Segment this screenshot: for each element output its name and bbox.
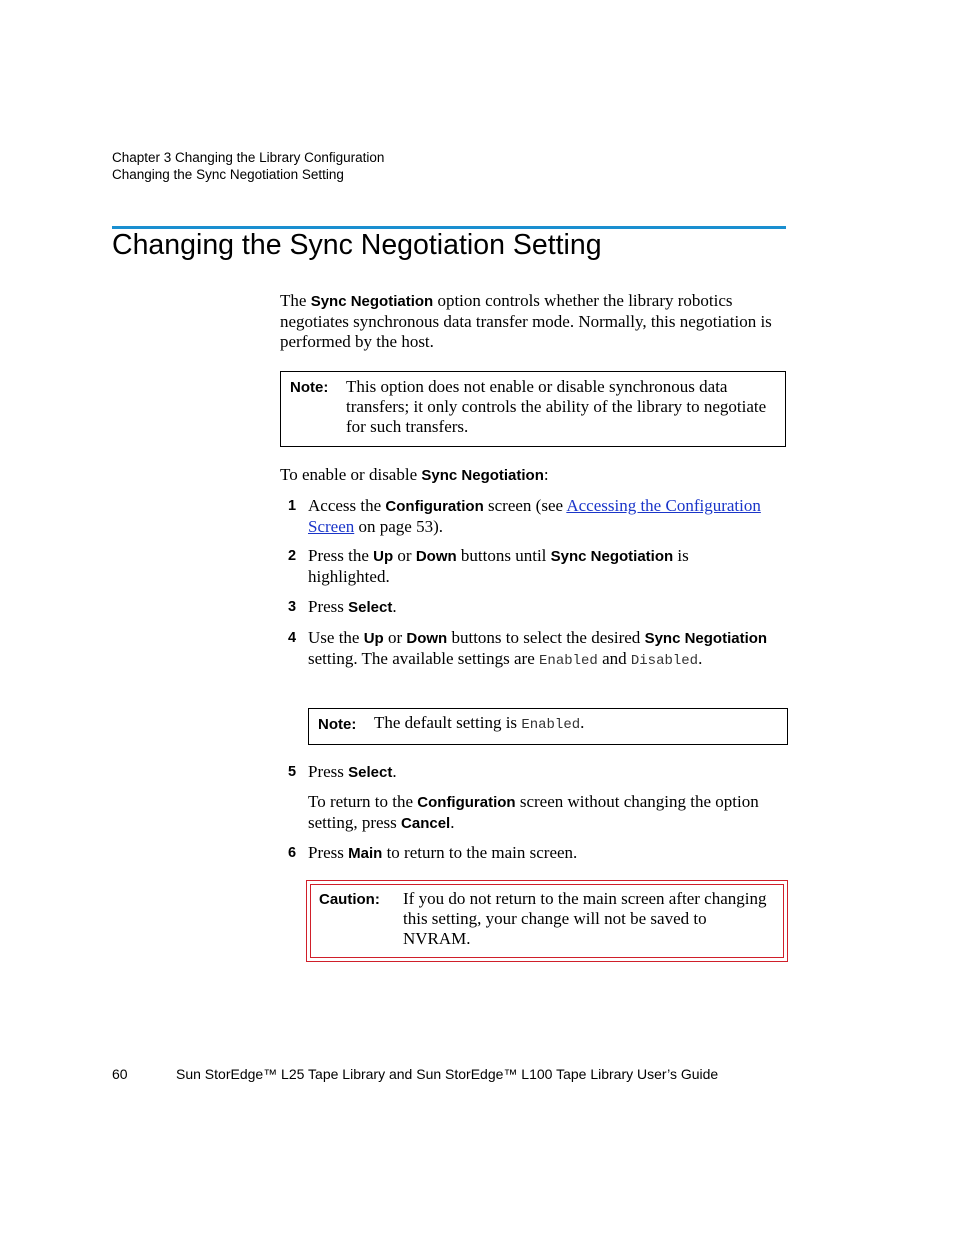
step-text: is highlighted. [308,546,689,586]
setting-value-enabled: Enabled [539,653,598,669]
step-text: . [392,762,397,781]
step-text: to return to the main screen. [382,843,578,862]
intro-text-2: option controls whether the library robotics negotiates synchronous data transfer mode. Normally, this negotiation is performed by the host. [280,291,772,351]
step-text: Press [308,597,349,616]
note-label: Note: [318,716,357,733]
step-bold: Sync Negotiation [644,630,768,647]
sub-bold: Configuration [417,794,516,811]
step-body [308,762,768,783]
step-text: buttons to select the desired [447,628,645,647]
note-box-default [308,708,788,745]
sub-text: screen without changing the option setting, press [308,792,759,832]
step-body [308,496,768,537]
sub-bold: Cancel [401,815,451,832]
intro-paragraph [280,291,780,352]
book-title: Sun StorEdge™ L25 Tape Library and Sun StorEdge™ L100 Tape Library User’s Guide [176,1066,719,1082]
caution-text: If you do not return to the main screen after changing this setting, your change will not be saved to NVRAM. [403,889,767,948]
lead-text: To enable or disable [280,465,422,484]
sub-text: To return to the [308,792,418,811]
step-text: . [392,597,397,616]
step-bold: Sync Negotiation [550,548,674,565]
step-bold: Configuration [385,498,484,515]
running-head-chapter: Chapter 3 Changing the Library Configuration [112,150,385,165]
step-text: or [383,628,407,647]
step-bold: Down [415,548,457,565]
page-title: Changing the Sync Negotiation Setting [112,229,602,261]
default-value: Enabled [521,717,581,733]
step-text: on page 53). [354,517,444,536]
note-text [374,713,784,735]
note-label: Note: [290,379,329,396]
step-text: Press [308,843,349,862]
procedure-lead [280,465,549,486]
step-number: 5 [288,764,297,780]
running-head-section: Changing the Sync Negotiation Setting [112,167,344,182]
step-text: Press [308,762,349,781]
note-text-2: . [580,713,585,732]
step-bold: Up [373,548,394,565]
running-head [112,149,384,183]
intro-text-1: The [280,291,311,310]
step-text: Access the [308,496,386,515]
link-accessing-configuration-screen[interactable]: Accessing the Configuration Screen [308,496,761,536]
step-body [308,597,768,618]
lead-colon: : [543,465,549,484]
step-bold: Select [348,599,393,616]
caution-label: Caution: [319,891,380,908]
step-text: Press the [308,546,374,565]
step-text: setting. The available settings are [308,649,540,668]
step-text: or [393,546,416,565]
step-bold: Down [406,630,448,647]
step-number: 4 [288,630,297,646]
step-body [308,843,768,864]
note-text: This option does not enable or disable synchronous data transfers; it only controls the ability of the library to negotiate for such transfers. [346,377,767,436]
intro-bold: Sync Negotiation [310,293,434,310]
step-text: . [698,649,703,668]
step-bold: Main [348,845,383,862]
step-text: buttons until [456,546,551,565]
step-number: 2 [288,548,297,564]
step-number: 6 [288,845,297,861]
step-bold: Up [363,630,384,647]
step-text: and [597,649,631,668]
step-text: screen (see [483,496,567,515]
step-bold: Select [348,764,393,781]
step-5-subparagraph [308,792,768,834]
page-number: 60 [112,1066,128,1082]
step-number: 1 [288,498,297,514]
step-text: Use the [308,628,364,647]
sub-text: . [450,813,455,832]
note-box [280,371,786,447]
note-text-1: The default setting is [374,713,522,732]
lead-bold: Sync Negotiation [421,467,544,484]
caution-box [306,880,788,962]
step-body [308,546,768,587]
step-number: 3 [288,599,297,615]
caution-inner-border [310,884,784,958]
step-body [308,628,768,671]
setting-value-disabled: Disabled [630,653,699,669]
